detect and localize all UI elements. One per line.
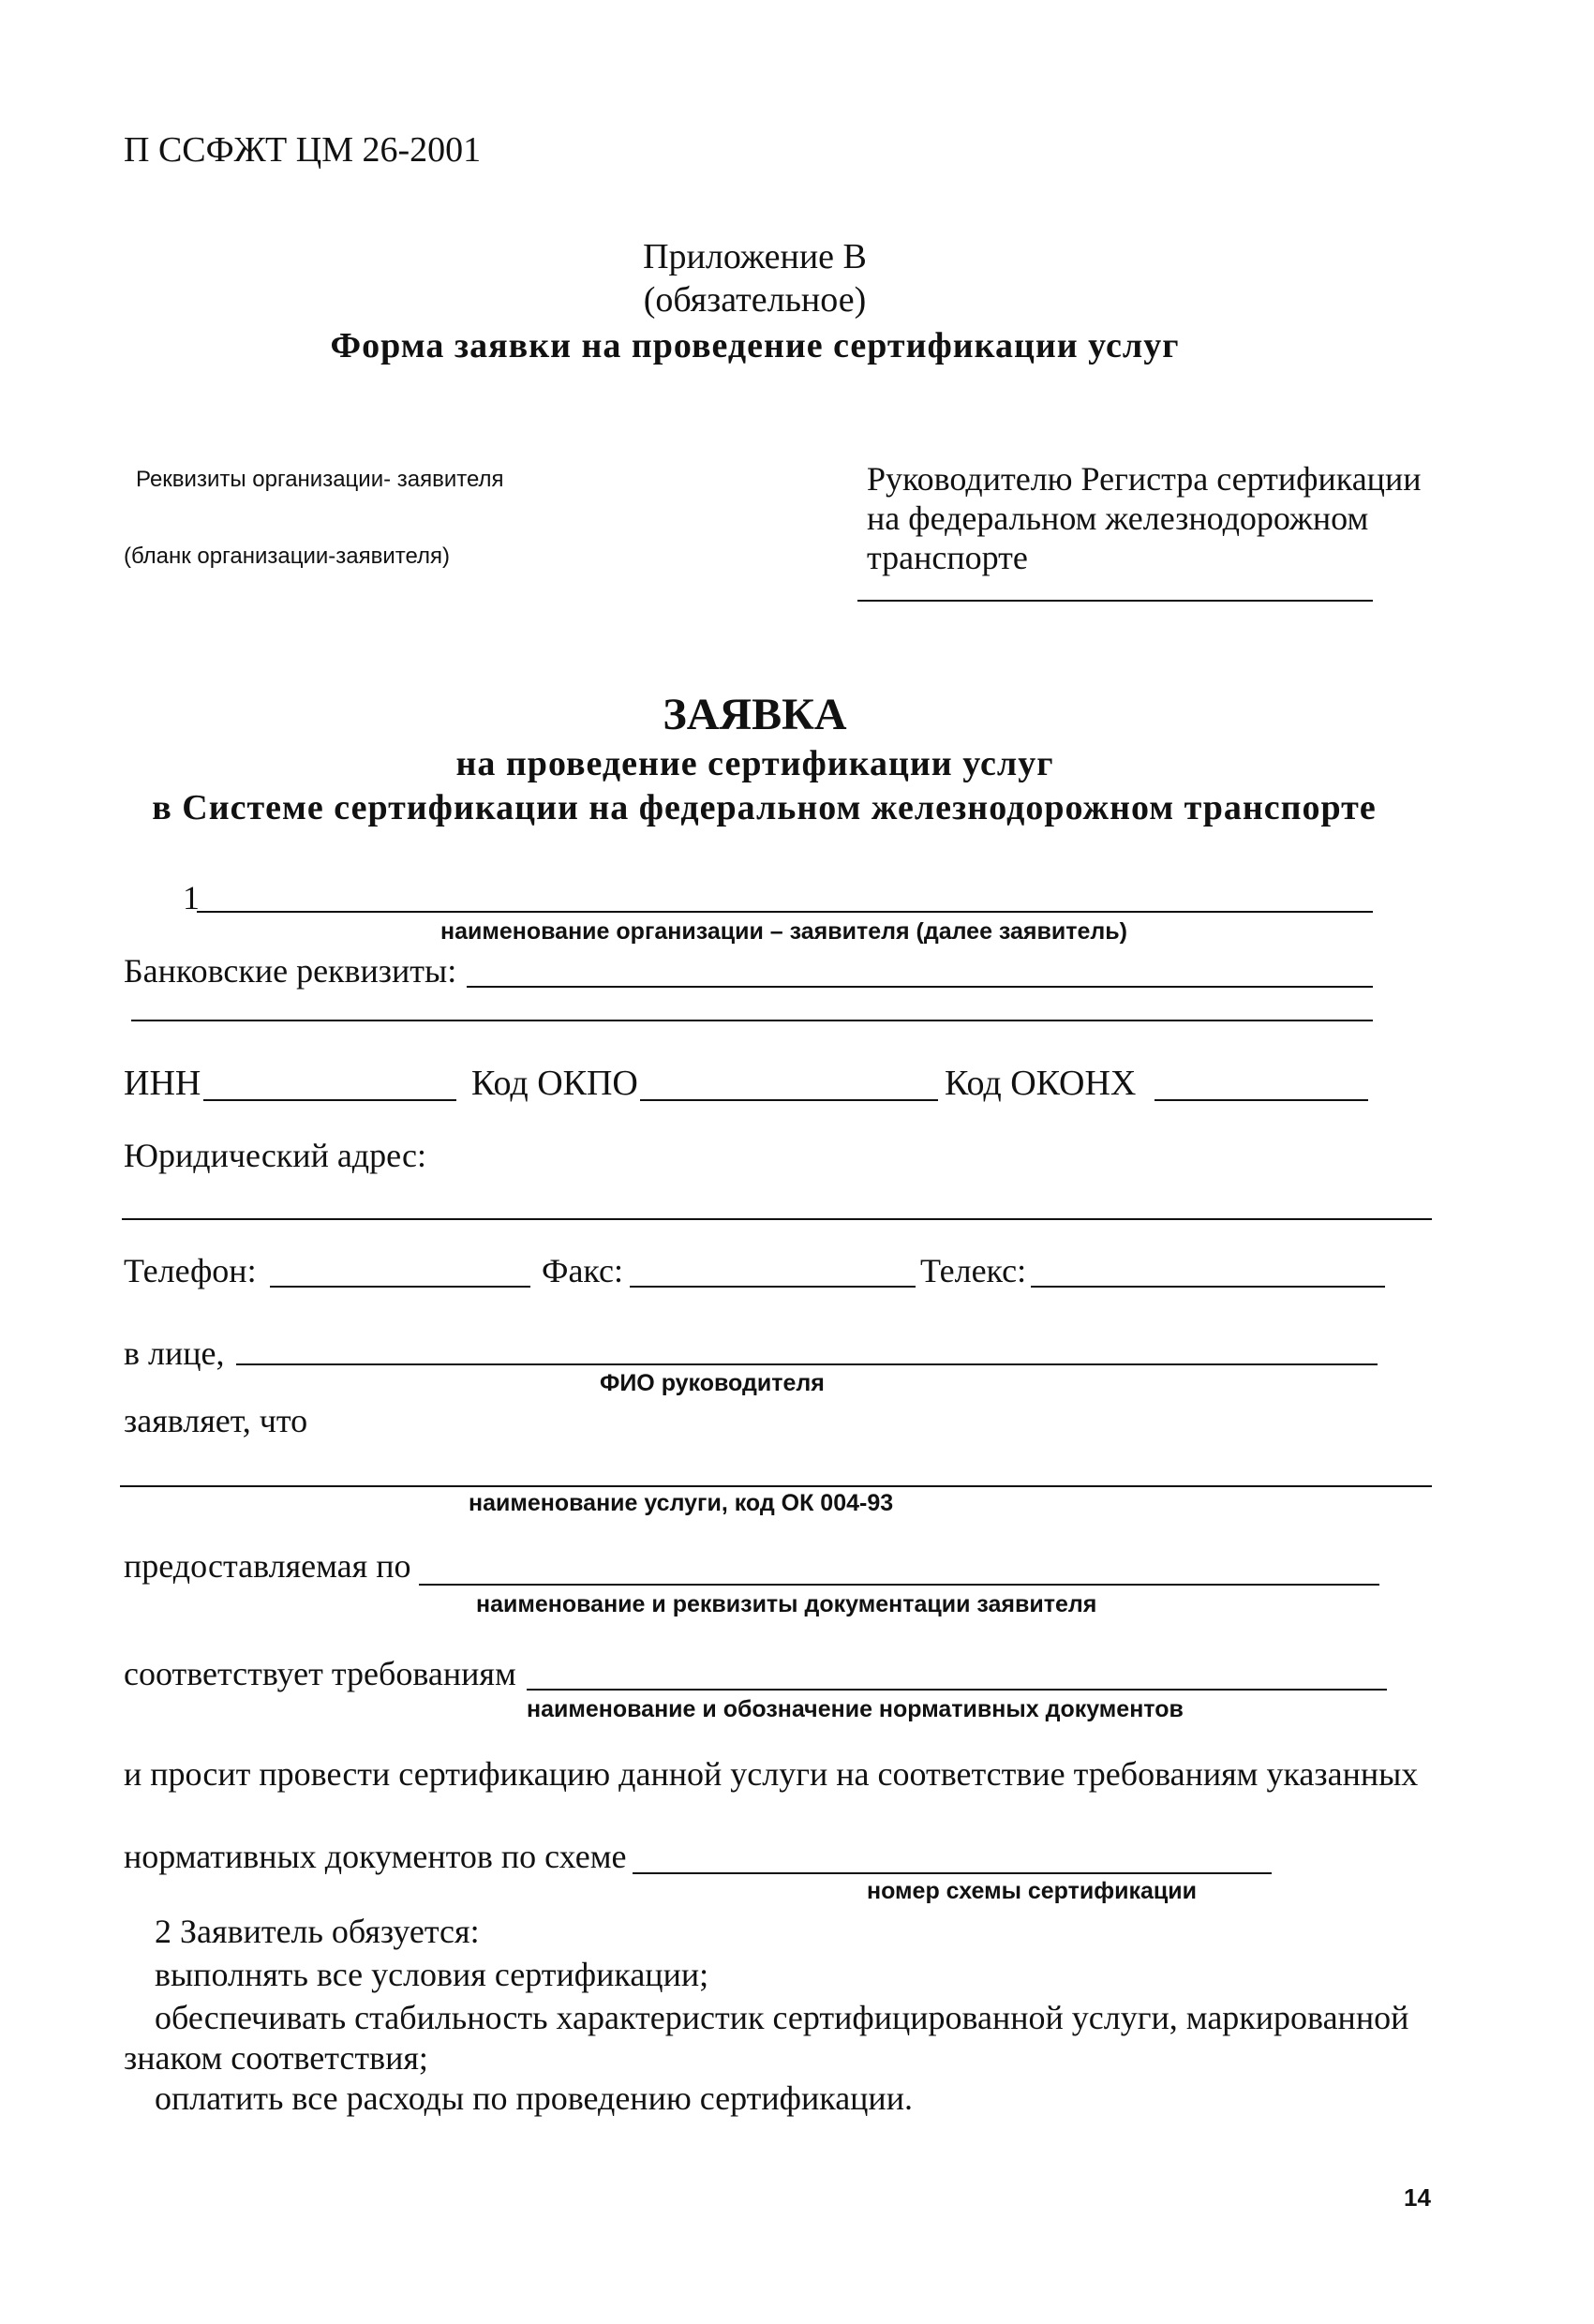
obligations-heading: 2 Заявитель обязуется: (155, 1913, 480, 1950)
application-subtitle-2: в Системе сертификации на федеральном железнодорожном транспорте (152, 788, 1377, 827)
person-label: в лице, (124, 1334, 225, 1372)
service-name-field[interactable] (120, 1485, 1432, 1487)
service-name-caption: наименование услуги, код ОК 004-93 (469, 1490, 894, 1516)
organization-name-field[interactable] (197, 911, 1373, 913)
head-name-field[interactable] (236, 1363, 1378, 1365)
head-name-caption: ФИО руководителя (600, 1370, 825, 1396)
addressee-line-1: Руководителю Регистра сертификации (867, 460, 1422, 498)
normative-documents-field[interactable] (527, 1689, 1387, 1691)
item-1-number: 1 (183, 879, 200, 916)
okonh-label: Код ОКОНХ (945, 1064, 1137, 1103)
applicant-letterhead-label: (бланк организации-заявителя) (124, 544, 451, 569)
okpo-field[interactable] (640, 1099, 938, 1101)
legal-address-field[interactable] (122, 1218, 1432, 1220)
appendix-title: Форма заявки на проведение сертификации услуг (330, 326, 1180, 365)
document-code: П ССФЖТ ЦМ 26-2001 (124, 130, 482, 170)
bank-requisites-label: Банковские реквизиты: (124, 952, 457, 990)
application-title: ЗАЯВКА (663, 690, 847, 739)
inn-field[interactable] (203, 1099, 456, 1101)
obligation-1: выполнять все условия сертификации; (155, 1956, 709, 1993)
certification-scheme-caption: номер схемы сертификации (867, 1878, 1198, 1904)
bank-requisites-field-2[interactable] (131, 1020, 1373, 1021)
declares-label: заявляет, что (124, 1402, 308, 1439)
okpo-label: Код ОКПО (471, 1064, 638, 1103)
complies-label: соответствует требованиям (124, 1655, 516, 1692)
fax-label: Факс: (542, 1252, 623, 1289)
scheme-label: нормативных документов по схеме (124, 1838, 627, 1875)
obligation-2-line-2: знаком соответствия; (124, 2039, 428, 2077)
organization-name-caption: наименование организации – заявителя (далее заявитель) (440, 918, 1127, 945)
bank-requisites-field[interactable] (467, 986, 1373, 988)
appendix-label: Приложение В (643, 237, 867, 276)
addressee-signature-line (857, 600, 1373, 602)
normative-documents-caption: наименование и обозначение нормативных документов (527, 1696, 1184, 1722)
addressee-line-2: на федеральном железнодорожном (867, 499, 1369, 537)
applicant-requisites-label: Реквизиты организации- заявителя (136, 467, 504, 492)
addressee-line-3: транспорте (867, 539, 1028, 576)
okonh-field[interactable] (1155, 1099, 1368, 1101)
phone-label: Телефон: (124, 1252, 257, 1289)
telex-label: Телекс: (920, 1252, 1027, 1289)
inn-label: ИНН (124, 1064, 201, 1103)
obligation-3: оплатить все расходы по проведению сертификации. (155, 2079, 913, 2117)
appendix-status: (обязательное) (643, 280, 867, 320)
applicant-documentation-caption: наименование и реквизиты документации заявителя (476, 1591, 1097, 1617)
telex-field[interactable] (1031, 1286, 1385, 1288)
request-text: и просит провести сертификацию данной услуги на соответствие требованиям указанных (124, 1755, 1419, 1793)
provided-label: предоставляемая по (124, 1547, 411, 1585)
page-number: 14 (1404, 2183, 1431, 2212)
applicant-documentation-field[interactable] (419, 1584, 1379, 1586)
phone-field[interactable] (270, 1286, 530, 1288)
legal-address-label: Юридический адрес: (124, 1137, 426, 1174)
obligation-2-line-1: обеспечивать стабильность характеристик сертифицированной услуги, маркированной (155, 1999, 1409, 2036)
certification-scheme-field[interactable] (633, 1872, 1272, 1874)
application-subtitle-1: на проведение сертификации услуг (455, 744, 1054, 783)
fax-field[interactable] (630, 1286, 916, 1288)
